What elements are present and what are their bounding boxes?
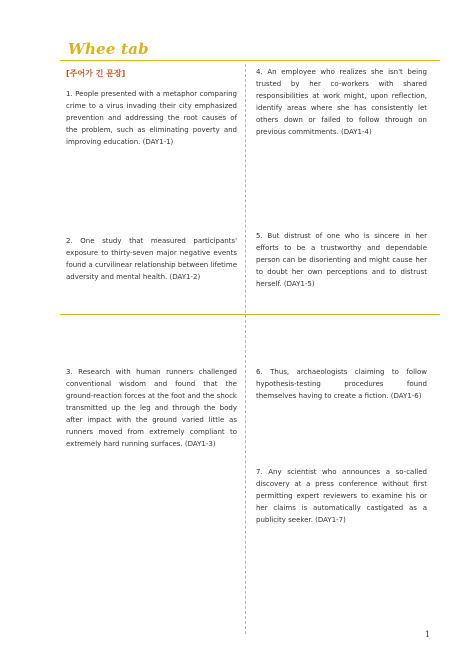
header-rule [60, 60, 440, 61]
sentence-entry-4: 4. An employee who realizes she isn't being trusted by her co-workers with shared responsibilities at work might, upon reflection, identify areas where she has consistently let others down or failed to follow through on previous commitments. (DAY1-4) [256, 68, 427, 136]
sentence-entry-5: 5. But distrust of one who is sincere in her efforts to be a trustworthy and dependable person can be disorienting and might cause her to doubt her own perceptions and to distrust herself. (DAY1-5) [256, 232, 427, 288]
column-divider [245, 64, 246, 634]
sentence-entry-3: 3. Research with human runners challenged conventional wisdom and found that the ground-reaction forces at the foot and the shock transmitted up the leg and through the body after impact with the ground varied little as runners moved from extremely compliant to extremely hard running surfaces. (DAY1-3) [66, 368, 237, 448]
brand-logo: Whee tab [68, 40, 149, 58]
sentence-entry-2: 2. One study that measured participants' exposure to thirty-seven major negative events found a curvilinear relationship between lifetime adversity and mental health. (DAY1-2) [66, 237, 237, 281]
section-title: [주어가 긴 문장] [66, 69, 126, 78]
section-rule [60, 314, 440, 315]
page-number: 1 [424, 630, 430, 639]
sentence-entry-1: 1. People presented with a metaphor comparing crime to a virus invading their city emphasized prevention and addressing the root causes of the problem, such as eliminating poverty and improving education. (DAY1-1) [66, 90, 237, 146]
sentence-entry-6: 6. Thus, archaeologists claiming to follow hypothesis-testing procedures found themselves having to create a fiction. (DAY1-6) [256, 368, 427, 400]
sentence-entry-7: 7. Any scientist who announces a so-called discovery at a press conference without first permitting expert reviewers to examine his or her claims is automatically castigated as a publicity seeker. (DAY1-7) [256, 468, 427, 524]
